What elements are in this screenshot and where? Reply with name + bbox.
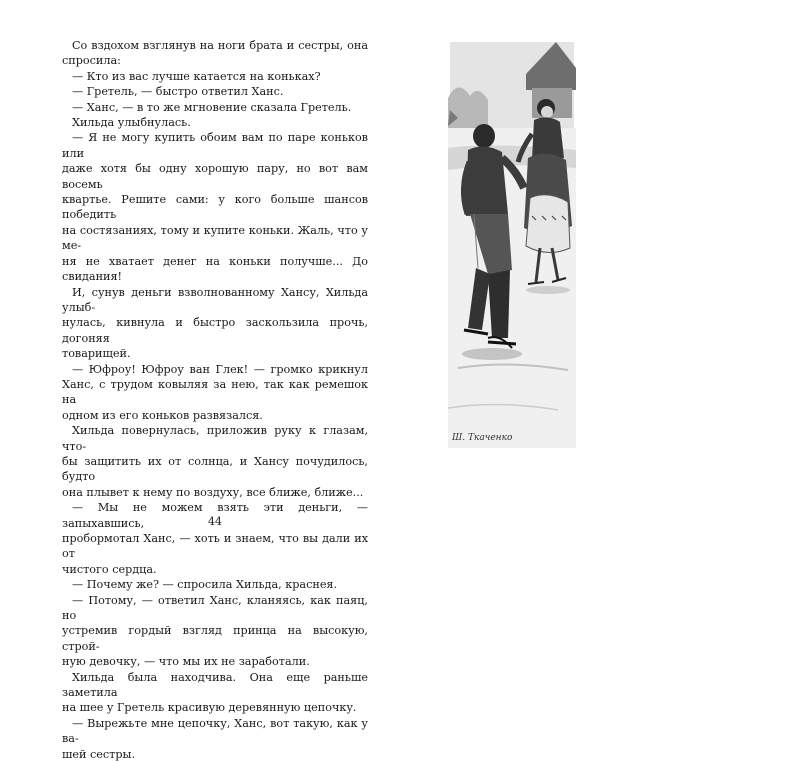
text-line: на состязаниях, тому и купите коньки. Жаль, что у ме-: [62, 223, 368, 253]
text-line: устремив гордый взгляд принца на высокую, строй-: [62, 624, 368, 653]
text-line: спросила:: [62, 54, 121, 68]
text-line: даже хотя бы одну хорошую пару, но вот вам восемь: [62, 162, 368, 191]
text-line: ня не хватает денег на коньки получше... До свидания!: [62, 254, 368, 284]
text-line: квартье. Решите сами: у кого больше шансов победить: [62, 193, 368, 222]
text-line: Хильда улыбнулась.: [72, 116, 191, 130]
text-line: чистого сердца.: [62, 562, 157, 576]
illustration-signature: Ш. Ткаченко: [452, 433, 513, 443]
text-line: Ханс, с трудом ковыляя за нею, так как ремешок на: [62, 377, 368, 407]
text-line: пробормотал Ханс, — хоть и знаем, что вы дали их от: [62, 532, 368, 561]
text-line: ную девочку, — что мы их не заработали.: [62, 655, 310, 669]
skaters-illustration: [448, 38, 576, 448]
text-line: бы защитить их от солнца, и Хансу почудилось, будто: [62, 454, 368, 484]
page-number: 44: [208, 515, 222, 528]
text-line: шей сестры.: [62, 747, 135, 761]
text-line: — Вырежьте мне цепочку, Ханс, вот такую, как у ва-: [62, 716, 368, 746]
illustration-svg: [448, 38, 576, 448]
text-line: — Ханс, — в то же мгновение сказала Гретель.: [72, 100, 352, 114]
text-line: одном из его коньков развязался.: [62, 408, 263, 422]
text-line: она плывет к нему по воздуху, все ближе, ближе...: [62, 485, 364, 499]
text-line: — Я не могу купить обоим вам по паре коньков или: [62, 131, 368, 160]
text-line: Хильда была находчива. Она еще раньше заметила: [62, 670, 368, 700]
text-line: на шее у Гретель красивую деревянную цепочку.: [62, 701, 357, 715]
text-page: [62, 38, 368, 762]
text-line: — Кто из вас лучше катается на коньках?: [72, 69, 321, 83]
text-line: товарищей.: [62, 347, 131, 361]
text-line: нулась, кивнула и быстро заскользила прочь, догоняя: [62, 316, 368, 345]
text-line: И, сунув деньги взволнованному Хансу, Хильда улыб-: [62, 285, 368, 314]
text-line: Со вздохом взглянув на ноги брата и сестры, она: [72, 39, 368, 52]
text-line: — Почему же? — спросила Хильда, краснея.: [72, 578, 338, 592]
text-line: — Мы не можем взять эти деньги, — запыхавшись,: [62, 501, 368, 530]
text-line: — Гретель, — быстро ответил Ханс.: [72, 85, 284, 99]
text-line: Хильда повернулась, приложив руку к глазам, что-: [62, 424, 368, 453]
text-line: — Потому, — ответил Ханс, кланяясь, как паяц, но: [62, 593, 368, 623]
text-line: — Юфроу! Юфроу ван Глек! — громко крикнул: [72, 362, 368, 376]
